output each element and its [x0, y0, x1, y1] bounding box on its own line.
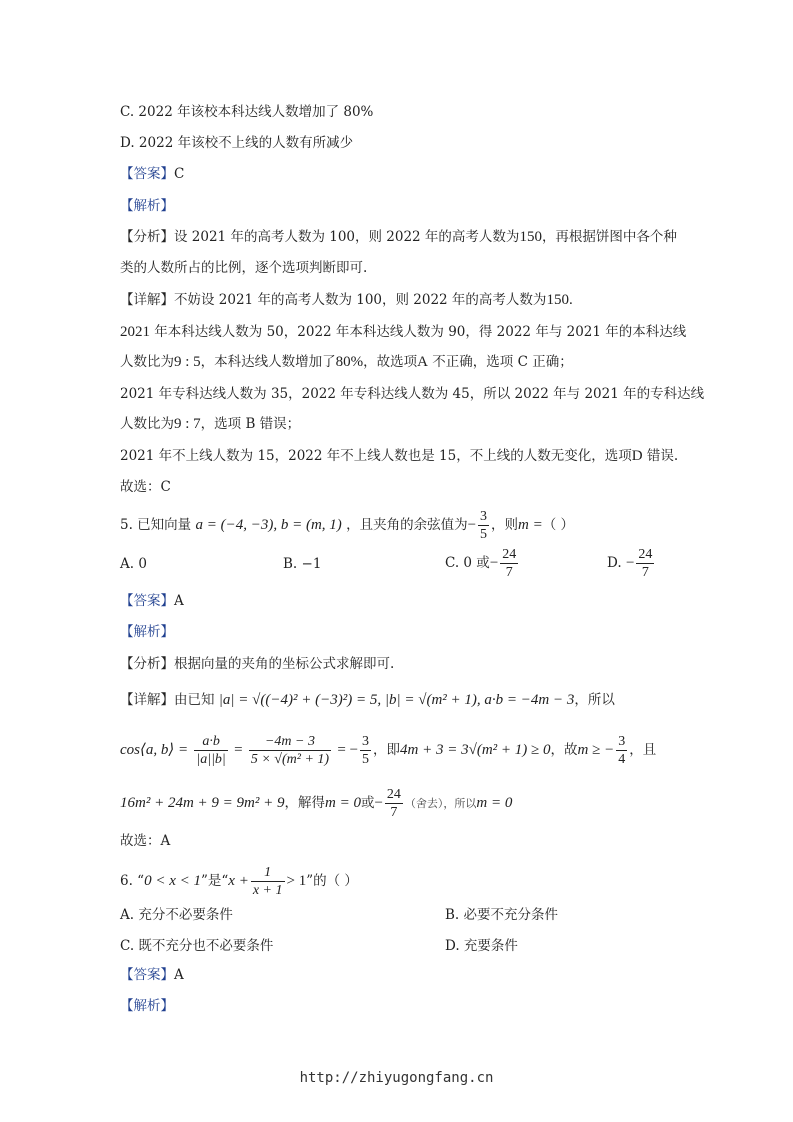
fenxi-tag: 【分析】	[120, 229, 174, 245]
detail-line-3: 2021 年专科达线人数为 35，2022 年专科达线人数为 45，所以 2022 年与 2021 年的专科达线	[120, 386, 705, 402]
q5-paren: （ ）	[542, 517, 575, 533]
xiangjie-text: 不妨设 2021 年的高考人数为 100，则 2022 年的高考人数为	[174, 292, 547, 308]
q5-option-b: B. −1	[283, 556, 322, 572]
option-d-line: D. 2022 年该校不上线的人数有所减少	[120, 135, 354, 151]
detail-text: 不正确，选项 C 正确；	[428, 354, 573, 370]
question-5	[120, 508, 574, 543]
detail-text: 2021 年不上线人数为 15，2022 年不上线人数也是 15，不上线的人数无变化，选项	[120, 448, 632, 464]
detail-text: 错误.	[642, 448, 679, 464]
q5-vectors: a = (−4, −3), b = (m, 1)	[195, 517, 342, 533]
option-letter: D	[631, 448, 643, 464]
detail-line-4	[120, 414, 300, 434]
detail-line-1	[120, 322, 686, 342]
option-c-line: C. 2022 年该校本科达线人数增加了 80%	[120, 104, 374, 120]
xiangjie-tag: 【详解】	[120, 292, 174, 308]
q5-fraction: $\frac{3}{5}$	[480, 509, 488, 542]
detail-text: ，故选项	[363, 354, 418, 370]
q6-option-d: D. 充要条件	[445, 938, 518, 954]
footer-url[interactable]: http://zhiyugongfang.cn	[299, 1070, 494, 1086]
answer-tag: 【答案】	[120, 166, 174, 182]
fenxi-5: 【分析】根据向量的夹角的坐标公式求解即可.	[120, 656, 395, 672]
q5-text: ，则	[491, 517, 519, 533]
q5-text: 5. 已知向量	[120, 517, 192, 533]
q5-option-d: D. − $\frac{24}{7}$	[607, 547, 653, 580]
detail-text: ，本科达线人数增加了	[200, 354, 336, 370]
q6-option-a: A. 充分不必要条件	[120, 907, 233, 923]
year-2021: 2021	[120, 324, 150, 340]
xiangjie-5-solve-line: 16m² + 24m + 9 = 9m² + 9，解得m = 0或− $\frac{24}{7}$ （舍去），所以m = 0	[120, 787, 513, 820]
fenxi-number: 150	[519, 229, 542, 245]
analysis-5-heading: 【解析】	[120, 624, 174, 640]
xiangjie-number: 150.	[546, 292, 573, 308]
answer-4	[120, 164, 184, 184]
ratio: 9 : 5	[174, 354, 201, 370]
q5-text: ，且夹角的余弦值为	[346, 517, 468, 533]
choose-4: 故选：C	[120, 479, 171, 495]
detail-text: 人数比为	[120, 354, 174, 370]
choose-5: 故选：A	[120, 833, 171, 849]
detail-line-5	[120, 446, 678, 466]
analysis-4-heading: 【解析】	[120, 198, 174, 214]
xj5-math: |a| = √((−4)² + (−3)²) = 5, |b| = √(m² + 1), a·b = −4m − 3	[218, 692, 575, 708]
percent: 80%	[335, 354, 364, 370]
question-6: 6. “0 < x < 1”是“x + $\frac{1}{x + 1}$ > 1”的（ ）	[120, 865, 358, 898]
detail-text: ，选项 B 错误；	[200, 416, 301, 432]
q5-m: m =	[518, 517, 543, 533]
xiangjie-5-cos-line: cos⟨a, b⟩ = $\frac{a\cdot b}{|a||b|}$ = $\frac{-4m - 3}{\text{5 × √(m² + 1)}}$ = − $\frac{3}{5}$ ，即4m + 3 = 3√(m² + 1) ≥ 0，故m ≥ − $\frac{3}{4}$ ，且	[120, 734, 657, 767]
answer-value: C	[174, 166, 185, 182]
detail-text: 人数比为	[120, 416, 174, 432]
xiangjie-4-line1	[120, 290, 573, 310]
q6-option-b: B. 必要不充分条件	[445, 907, 559, 923]
ratio: 9 : 7	[174, 416, 201, 432]
q6-option-c: C. 既不充分也不必要条件	[120, 938, 274, 954]
answer-6: 【答案】A	[120, 967, 184, 983]
fenxi-text-b: ，再根据饼图中各个种	[541, 229, 677, 245]
q5-option-a: A. 0	[120, 556, 147, 572]
q5-option-c: C. 0 或− $\frac{24}{7}$	[445, 547, 517, 580]
option-letter: A	[417, 354, 429, 370]
detail-text: 年本科达线人数为 50，2022 年本科达线人数为 90，得 2022 年与 2021 年的本科达线	[150, 324, 687, 340]
fenxi-4-line2: 类的人数所占的比例，逐个选项判断即可.	[120, 260, 368, 276]
fenxi-text: 设 2021 年的高考人数为 100，则 2022 年的高考人数为	[174, 229, 520, 245]
q5-neg: −	[467, 517, 477, 533]
answer-5: 【答案】A	[120, 593, 184, 609]
xiangjie-5-line1: 【详解】由已知 |a| = √((−4)² + (−3)²) = 5, |b| = √(m² + 1), a·b = −4m − 3，所以	[120, 692, 615, 708]
analysis-6-heading: 【解析】	[120, 998, 174, 1014]
detail-line-2	[120, 352, 573, 372]
fenxi-4-line1	[120, 227, 677, 247]
